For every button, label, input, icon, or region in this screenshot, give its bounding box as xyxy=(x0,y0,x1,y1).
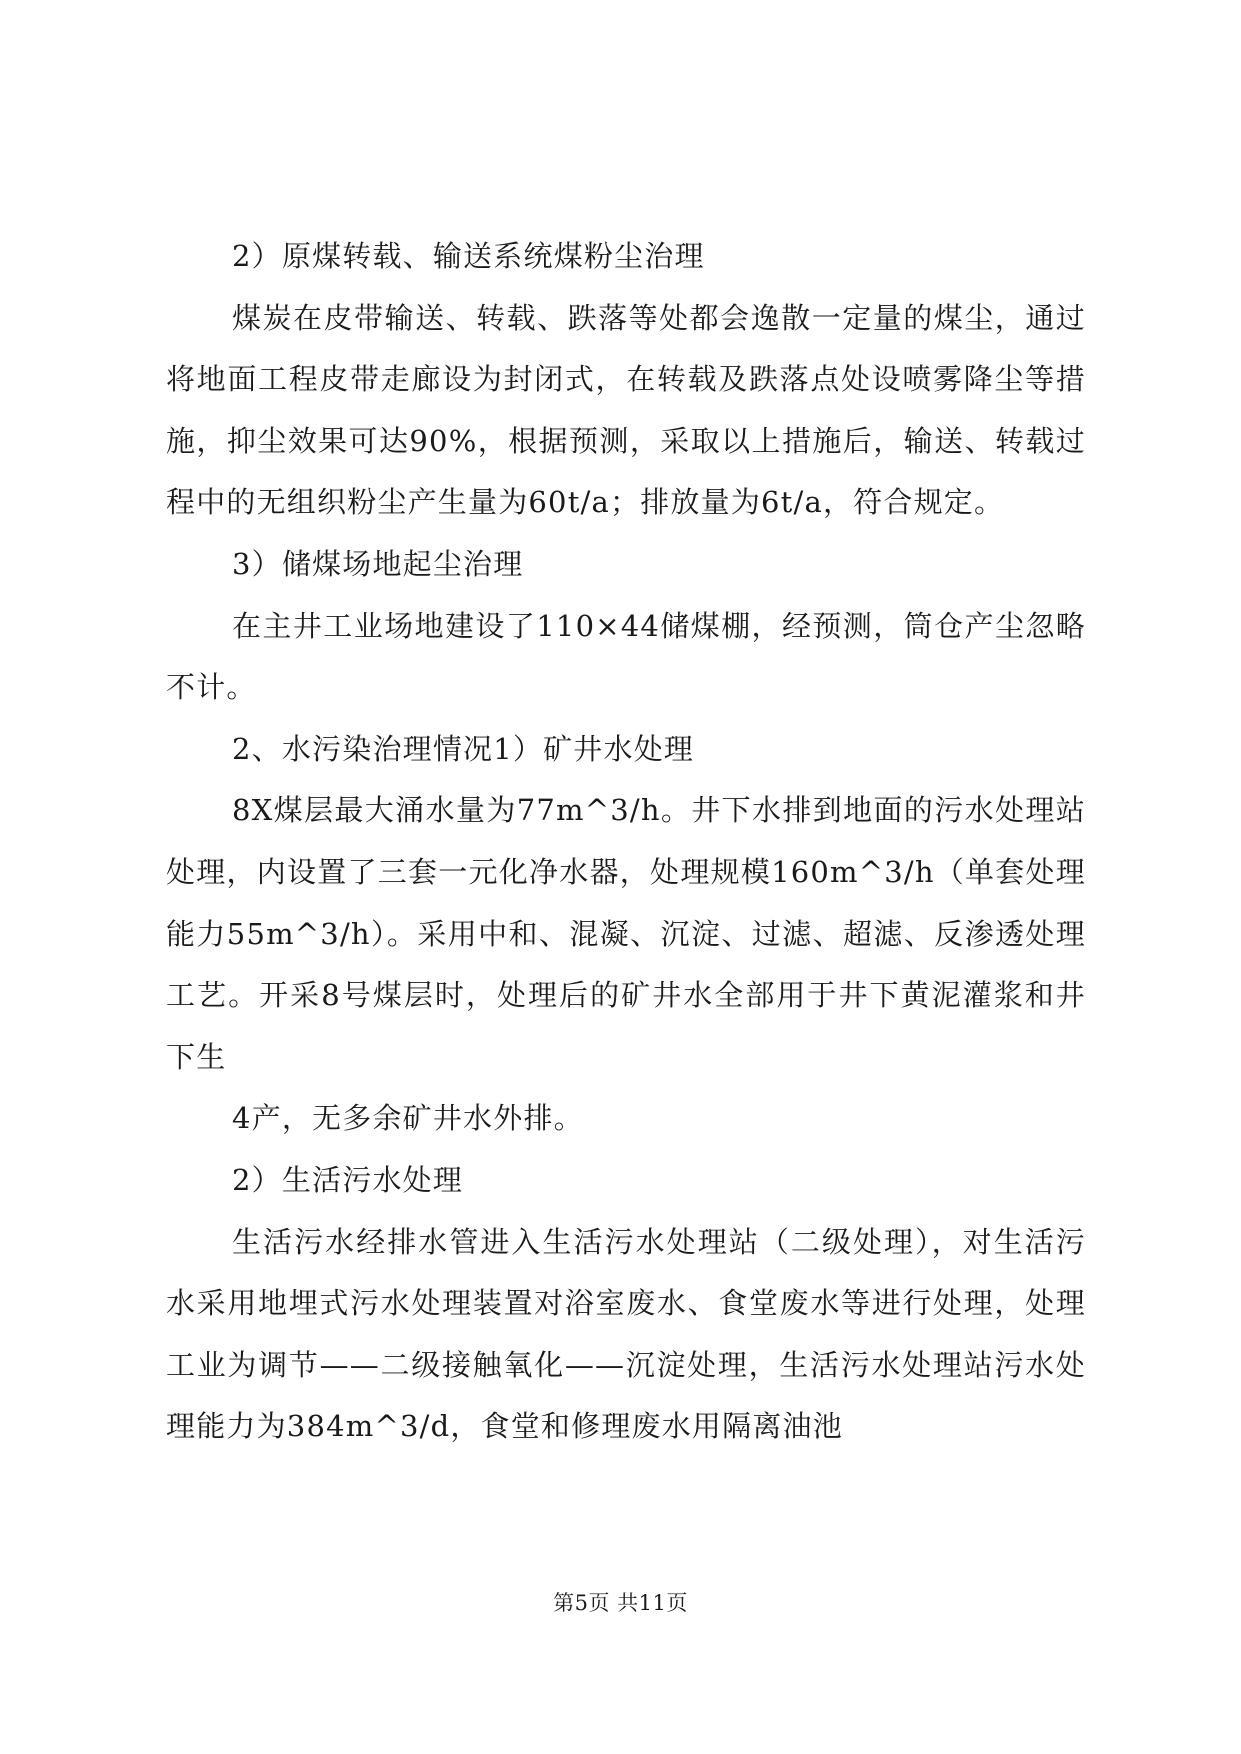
document-body xyxy=(166,226,1086,1458)
paragraph-heading-domestic-sewage: 2）生活污水处理 xyxy=(232,1162,464,1197)
page-number-footer: 第5页 共11页 xyxy=(553,1591,688,1615)
paragraph-mine-water-continued: 4产，无多余矿井水外排。 xyxy=(232,1101,584,1136)
paragraph-domestic-sewage-treatment: 生活污水经排水管进入生活污水处理站（二级处理），对生活污水采用地埋式污水处理装置对浴室废水、食堂废水等进行处理，处理工业为调节——二级接触氧化——沉淀处理，生活污水处理站污水处理能力为384m^3/d，食堂和修理废水用隔离油池 xyxy=(166,1224,1086,1444)
paragraph-heading-coal-transfer-dust: 2）原煤转载、输送系统煤粉尘治理 xyxy=(232,239,705,273)
paragraph-heading-coal-yard-dust: 3）储煤场地起尘治理 xyxy=(232,546,524,581)
paragraph-coal-yard-dust-measures: 在主井工业场地建设了110×44储煤棚，经预测，筒仓产尘忽略不计。 xyxy=(166,608,1086,705)
paragraph-coal-transfer-dust-measures: 煤炭在皮带输送、转载、跌落等处都会逸散一定量的煤尘，通过将地面工程皮带走廊设为封闭式，在转载及跌落点处设喷雾降尘等措施，抑尘效果可达90%，根据预测，采取以上措施后，输送、转载过程中的无组织粉尘产生量为60t/a；排放量为6t/a，符合规定。 xyxy=(166,300,1086,520)
paragraph-heading-water-pollution: 2、水污染治理情况1）矿井水处理 xyxy=(232,731,695,766)
paragraph-mine-water-treatment: 8X煤层最大涌水量为77m^3/h。井下水排到地面的污水处理站处理，内设置了三套一元化净水器，处理规模160m^3/h（单套处理能力55m^3/h）。采用中和、混凝、沉淀、过滤、超滤、反渗透处理工艺。开采8号煤层时，处理后的矿井水全部用于井下黄泥灌浆和井下生 xyxy=(166,793,1086,1074)
